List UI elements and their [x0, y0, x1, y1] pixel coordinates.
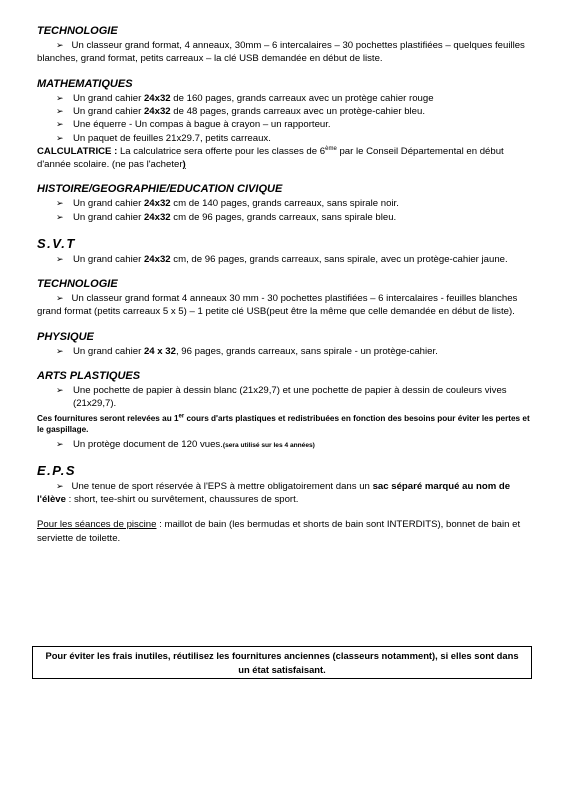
arrow-bullet-icon: ➢ [56, 293, 64, 304]
section-title: S.V.T [37, 235, 76, 251]
section-histoire-geographie [37, 182, 533, 224]
section-title: E.P.S [37, 462, 77, 478]
reuse-notice-text: Pour éviter les frais inutiles, réutilisez les fournitures anciennes (classeurs notamment), si elles sont dans un état satisfaisant. [45, 650, 519, 675]
list-item: ➢ Un paquet de feuilles 21x29.7, petits carreaux. [56, 132, 271, 144]
section-mathematiques [37, 77, 533, 172]
list-item: ➢ Un grand cahier 24x32 cm de 96 pages, grands carreaux, sans spirale bleu. [56, 211, 397, 223]
section-title: HISTOIRE/GEOGRAPHIE/EDUCATION CIVIQUE [37, 183, 283, 196]
arrow-bullet-icon: ➢ [56, 253, 64, 264]
supply-list [37, 24, 533, 556]
arrow-bullet-icon: ➢ [56, 119, 64, 130]
arrow-bullet-icon: ➢ [56, 132, 64, 143]
section-technologie-1 [37, 24, 533, 66]
arrow-bullet-icon: ➢ [56, 211, 64, 222]
list-item: ➢ Un protège document de 120 vues.(sera utilisé sur les 4 années) [56, 438, 315, 450]
arrow-bullet-icon: ➢ [56, 40, 64, 51]
arrow-bullet-icon: ➢ [56, 385, 64, 396]
list-item: ➢ Une pochette de papier à dessin blanc (21x29,7) et une pochette de papier à dessin de couleurs vives (21x29,7). [56, 385, 507, 410]
section-svt [37, 235, 533, 266]
list-item: ➢ Un grand cahier 24x32 de 48 pages, grands carreaux avec un protège-cahier bleu. [56, 106, 426, 118]
list-item: ➢ Un grand cahier 24x32 cm de 140 pages, grands carreaux, sans spirale noir. [56, 198, 399, 210]
arrow-bullet-icon: ➢ [56, 480, 64, 491]
section-title: TECHNOLOGIE [37, 25, 118, 37]
arrow-bullet-icon: ➢ [56, 92, 64, 103]
list-item: ➢ Une équerre - Un compas à bague à crayon – un rapporteur. [56, 119, 331, 131]
arrow-bullet-icon: ➢ [56, 106, 64, 117]
section-title: ARTS PLASTIQUES [37, 370, 141, 383]
arrow-bullet-icon: ➢ [56, 438, 64, 449]
section-title: PHYSIQUE [37, 330, 94, 343]
section-title: TECHNOLOGIE [37, 278, 118, 291]
reuse-notice-box [32, 646, 532, 679]
list-item: ➢ Un grand cahier 24x32 cm, de 96 pages, grands carreaux, sans spirale, avec un protège-cahier jaune. [56, 253, 508, 265]
section-technologie-2 [37, 277, 533, 319]
section-physique [37, 330, 533, 358]
list-item: ➢ Un grand cahier 24x32 de 160 pages, grands carreaux avec un protège cahier rouge [56, 92, 434, 104]
list-item: ➢ Un classeur grand format, 4 anneaux, 30mm – 6 intercalaires – 30 pochettes plastifiées – quelques feuilles blanches, grand format, petits carreaux – la clé USB demandée en début de liste. [37, 40, 525, 65]
arts-note: Ces fournitures seront relevées au 1er cours d'arts plastiques et redistribuées en fonction des besoins pour éviter les pertes et le gaspillage. [37, 412, 530, 435]
list-item: ➢ Un grand cahier 24 x 32, 96 pages, grands carreaux, sans spirale - un protège-cahier. [56, 345, 438, 357]
piscine-note: Pour les séances de piscine : maillot de bain (les bermudas et shorts de bain sont INTERDITS), bonnet de bain et serviette de toilette. [37, 519, 521, 544]
list-item: ➢ Un classeur grand format 4 anneaux 30 mm - 30 pochettes plastifiées – 6 intercalaires - feuilles blanches grand format (petits carreaux 5 x 5) – 1 petite clé USB(peut être la même que celle demandée en début de liste). [37, 293, 518, 318]
list-item: ➢ Une tenue de sport réservée à l'EPS à mettre obligatoirement dans un sac séparé marqué au nom de l'élève : short, tee-shirt ou survêtement, chaussures de sport. [37, 480, 511, 506]
section-arts-plastiques [37, 369, 533, 451]
section-title: MATHEMATIQUES [37, 77, 133, 90]
arrow-bullet-icon: ➢ [56, 345, 64, 356]
section-eps [37, 462, 533, 545]
arrow-bullet-icon: ➢ [56, 198, 64, 209]
calculatrice-note: CALCULATRICE : La calculatrice sera offerte pour les classes de 6ème par le Conseil Départemental en début d'année scolaire. (ne pas l'acheter) [37, 145, 504, 170]
